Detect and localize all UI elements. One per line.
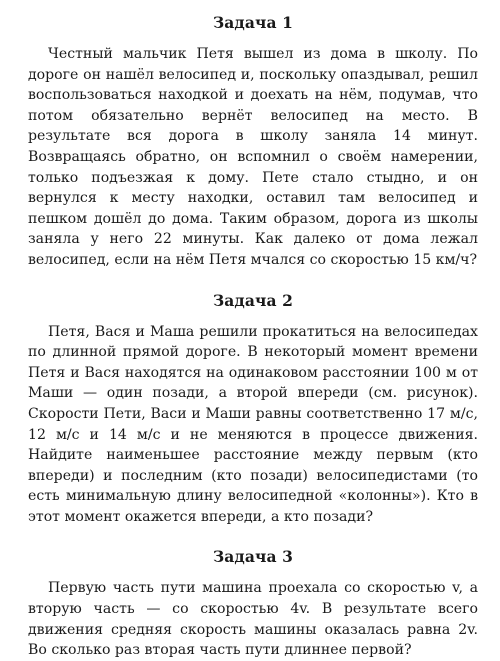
problem-3-text: Первую часть пути машина проехала со скоростью v, а вторую часть — со скоростью 4v. В результате всего движения средняя скорость машины оказалась равна 2v. Во сколько раз вторая часть пути длиннее первой? bbox=[28, 580, 478, 659]
problem-1-text: Честный мальчик Петя вышел из дома в школу. По дороге он нашёл велосипед и, поскольку опаздывал, решил воспользоваться находкой и доехать на нём, подумав, что потом обязательно вернёт велосипед на место. В результате вся дорога в школу заняла 14 минут. Возвращаясь обратно, он вспомнил о своём намерении, только подъезжая к дому. Пете стало стыдно, и он вернулся к месту находки, оставил там велосипед и пешком дошёл до дома. Таким образом, дорога из школы заняла у него 22 минуты. Как далеко от дома лежал велосипед, если на нём Петя мчался со скоростью 15 км/ч? bbox=[28, 46, 478, 268]
problem-1-title: Задача 1 bbox=[213, 13, 293, 32]
problem-2-title: Задача 2 bbox=[213, 290, 293, 310]
problem-2-text: Петя, Вася и Маша решили прокатиться на велосипедах по длинной прямой дороге. В некоторый момент времени Петя и Вася находятся на одинаковом расстоянии 100 м от Маши — один позади, а второй впереди (см. рисунок). Скорости Пети, Васи и Маши равны соответственно 17 м/с, 12 м/с и 14 м/с и не меняются в процессе движения. Найдите наименьшее расстояние между первым (кто впереди) и последним (кто позади) велосипедистами (то есть минимальную длину велосипедной «колонны»). Кто в этот момент окажется впереди, а кто позади? bbox=[28, 323, 478, 525]
problem-3-title: Задача 3 bbox=[213, 547, 293, 567]
